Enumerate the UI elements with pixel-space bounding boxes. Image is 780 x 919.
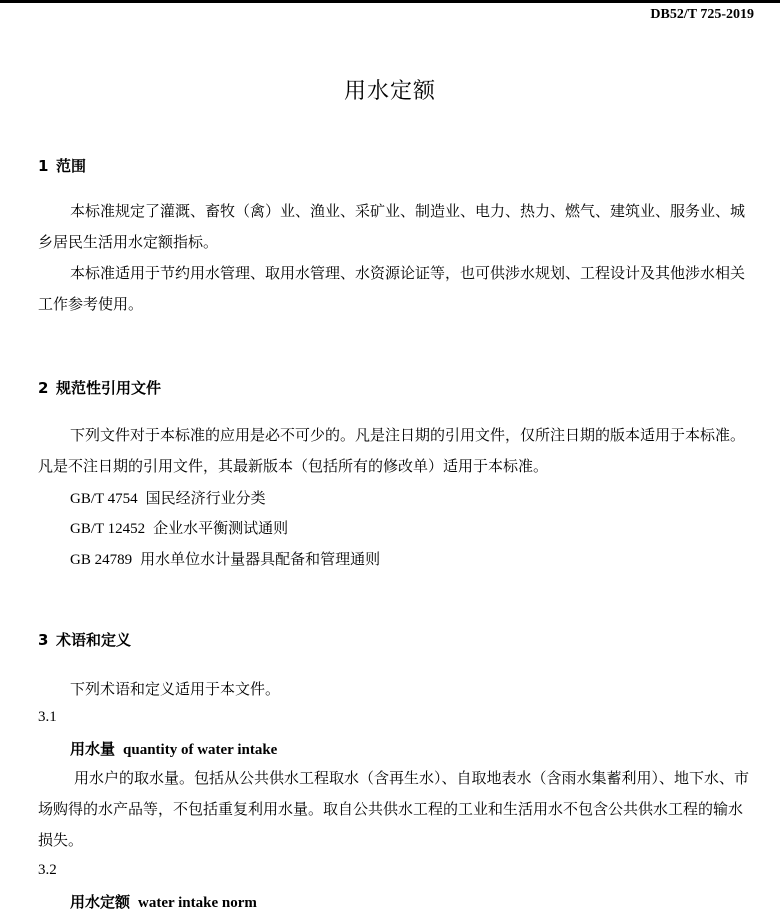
terms-intro: 下列术语和定义适用于本文件。 — [70, 680, 281, 698]
reference-code: GB/T 12452 — [70, 521, 146, 537]
scope-paragraph-2: 本标准适用于节约用水管理、取用水管理、水资源论证等，也可供涉水规划、工程设计及其他涉水相关工作参考使用。 — [38, 264, 746, 313]
term-chinese: 用水定额 — [70, 893, 131, 911]
header-rule — [0, 0, 780, 3]
term-heading — [70, 891, 257, 912]
term-chinese: 用水量 — [70, 740, 116, 758]
reference-item — [70, 488, 266, 509]
term-heading — [70, 738, 277, 759]
standard-code: DB52/T 725-2019 — [650, 7, 754, 22]
reference-code: GB 24789 — [70, 552, 133, 568]
normative-paragraph: 下列文件对于本标准的应用是必不可少的。凡是注日期的引用文件，仅所注日期的版本适用于本标准。凡是不注日期的引用文件，其最新版本（包括所有的修改单）适用于本标准。 — [38, 426, 746, 475]
reference-item — [70, 518, 288, 539]
section-heading-scope — [38, 155, 86, 176]
clause-number: 3.1 — [38, 709, 57, 725]
section-number: 1 — [38, 157, 49, 175]
section-number: 3 — [38, 631, 49, 649]
section-title: 术语和定义 — [56, 631, 132, 649]
reference-title: 用水单位水计量器具配备和管理通则 — [140, 550, 381, 568]
section-heading-normative — [38, 377, 161, 398]
reference-code: GB/T 4754 — [70, 491, 138, 507]
reference-title: 国民经济行业分类 — [145, 489, 266, 507]
section-heading-terms — [38, 629, 131, 650]
reference-item — [70, 549, 380, 570]
term-english: water intake norm — [138, 895, 257, 911]
section-title: 规范性引用文件 — [56, 379, 162, 397]
reference-title: 企业水平衡测试通则 — [153, 519, 289, 537]
scope-paragraph-1: 本标准规定了灌溉、畜牧（禽）业、渔业、采矿业、制造业、电力、热力、燃气、建筑业、服务业、城乡居民生活用水定额指标。 — [38, 202, 746, 251]
document-title: 用水定额 — [343, 79, 436, 104]
clause-number: 3.2 — [38, 862, 57, 878]
section-number: 2 — [38, 379, 49, 397]
term-definition: 用水户的取水量。包括从公共供水工程取水（含再生水）、自取地表水（含雨水集蓄利用）、地下水、市场购得的水产品等，不包括重复利用水量。取自公共供水工程的工业和生活用水不包含公共供水工程的输水损失。 — [38, 769, 750, 849]
section-title: 范围 — [56, 157, 87, 175]
term-english: quantity of water intake — [123, 742, 278, 758]
